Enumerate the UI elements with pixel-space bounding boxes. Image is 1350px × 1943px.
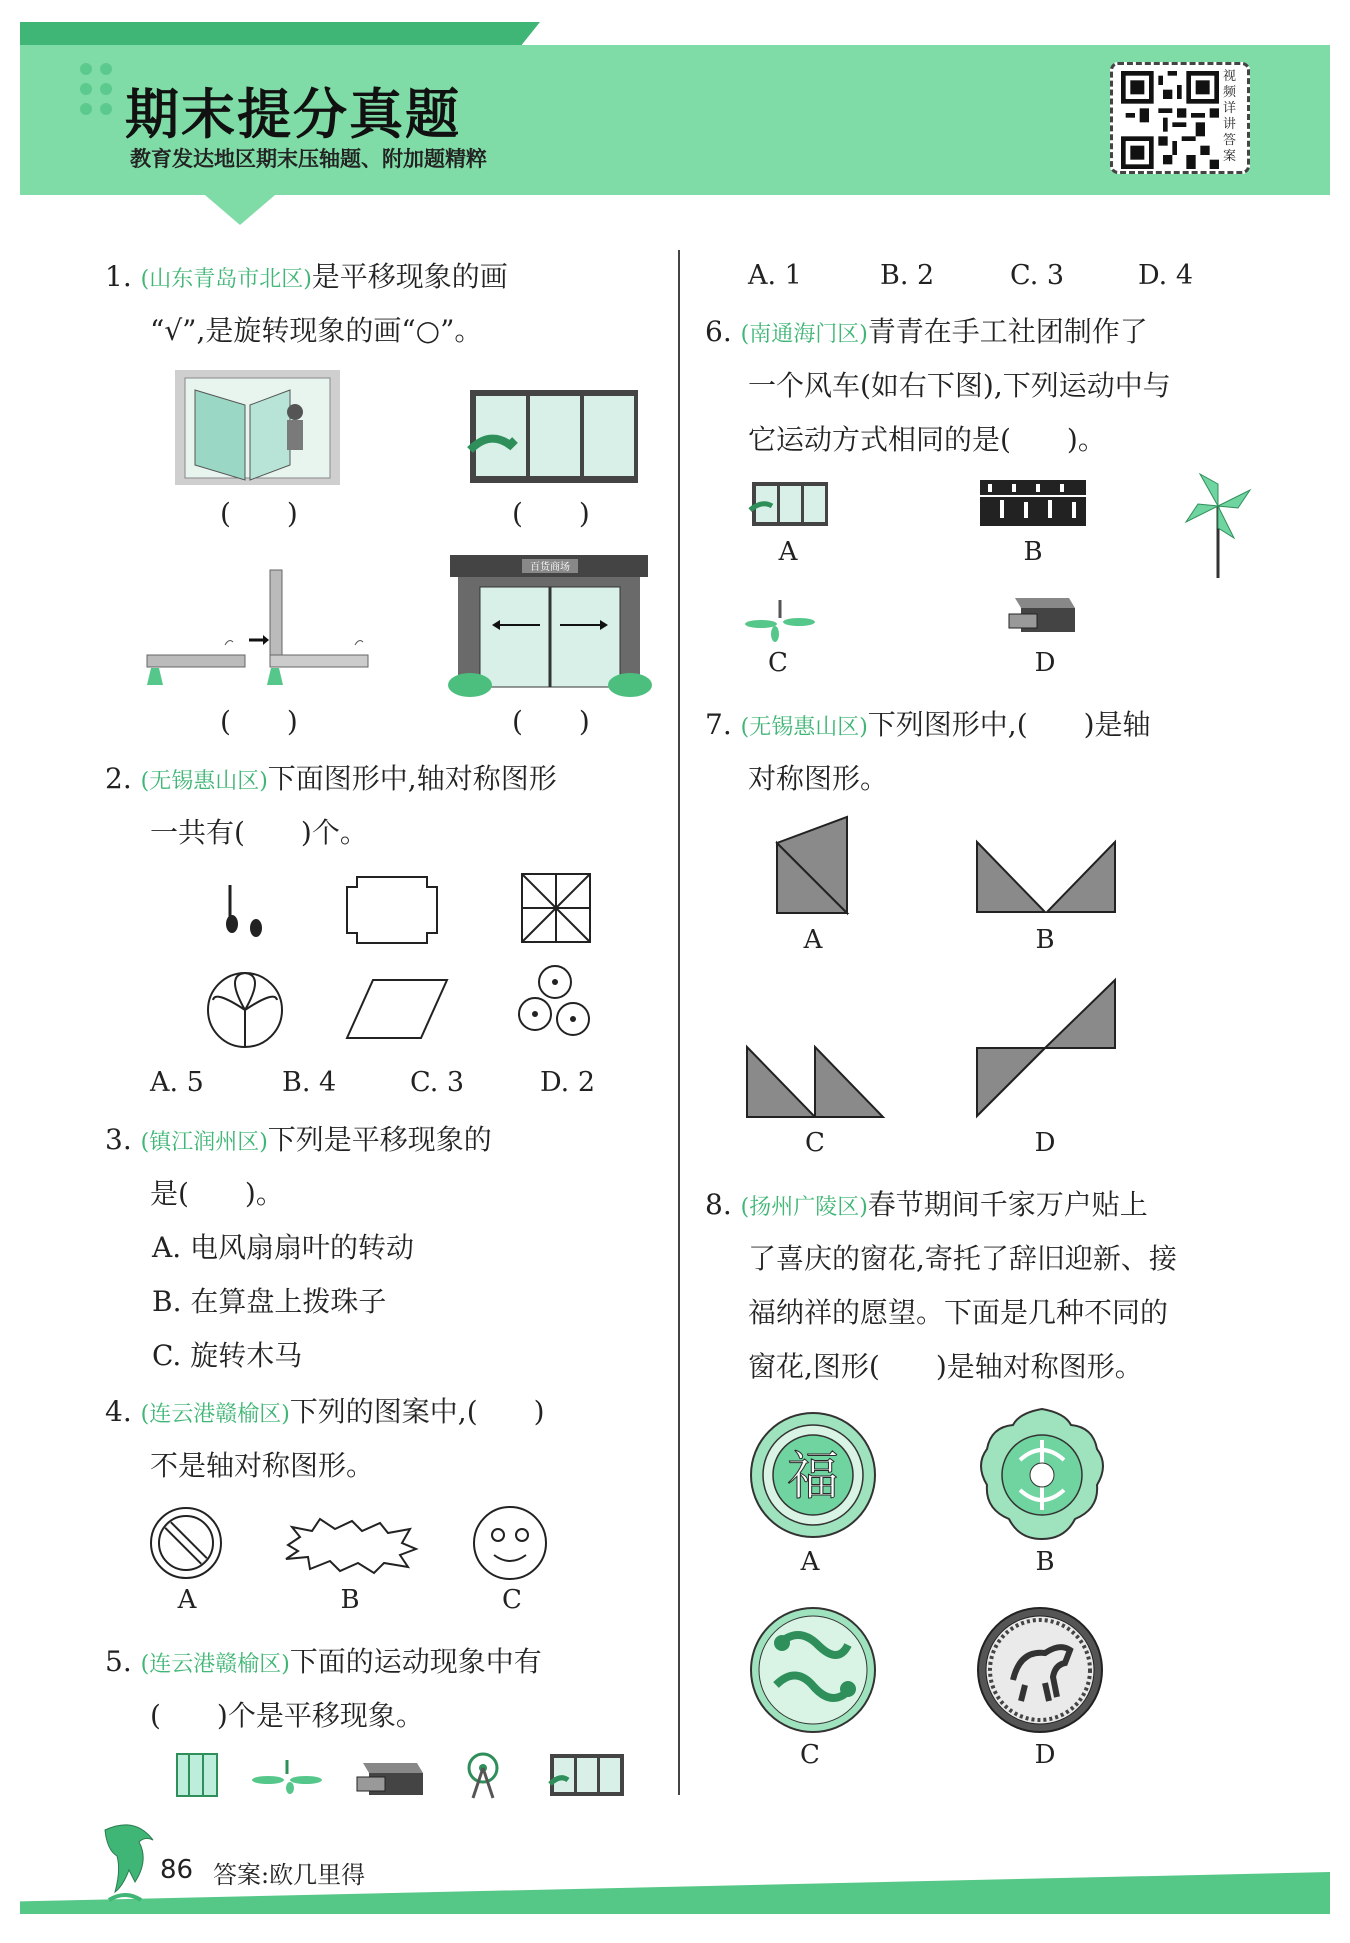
revolving-door-image — [175, 370, 340, 485]
q6-line3: 它运动方式相同的是( )。 — [748, 423, 1106, 456]
q8-line2: 了喜庆的窗花,寄托了辞旧迎新、接 — [748, 1242, 1177, 1275]
q7-label-c: C — [805, 1128, 825, 1158]
window-flower-a — [748, 1410, 878, 1540]
q2-option-b[interactable]: B. 4 — [282, 1067, 337, 1098]
three-petal-circle-shape — [205, 970, 285, 1050]
q8-label-d: D — [1034, 1740, 1056, 1770]
q6-label-c: C — [768, 648, 788, 678]
drawer-icon — [355, 1755, 425, 1800]
q6-line1: 6. (南通海门区)青青在手工社团制作了 — [705, 315, 1148, 348]
q5-option-d[interactable]: D. 4 — [1138, 260, 1194, 291]
store-sign-text: 百货商场 — [530, 562, 570, 573]
pinwheel-shape — [520, 872, 592, 944]
q5-option-b[interactable]: B. 2 — [880, 260, 935, 291]
parallelogram-shape — [345, 978, 450, 1040]
store-sliding-door-image — [450, 555, 650, 695]
q1-answer-c[interactable]: ( ) — [220, 705, 298, 738]
q4-line2: 不是轴对称图形。 — [150, 1449, 375, 1482]
q7-shape-d — [975, 978, 1117, 1120]
music-note-shape — [220, 880, 270, 940]
three-circles-shape — [515, 962, 595, 1042]
notched-rectangle-shape — [345, 875, 440, 945]
qr-code-icon[interactable] — [1121, 71, 1219, 169]
q5-option-a[interactable]: A. 1 — [748, 260, 802, 291]
smiley-face-shape — [470, 1503, 550, 1583]
page-title: 期末提分真题 — [125, 83, 461, 146]
q2-option-d[interactable]: D. 2 — [540, 1067, 596, 1098]
q8-line3: 福纳祥的愿望。下面是几种不同的 — [748, 1296, 1169, 1329]
fu-character: 福 — [786, 1447, 840, 1507]
window-flower-b — [975, 1405, 1110, 1545]
q7-shape-a — [775, 815, 855, 915]
q7-line1: 7. (无锡惠山区)下列图形中,( )是轴 — [705, 708, 1151, 741]
ferris-wheel-icon — [463, 1750, 503, 1800]
q6-label-d: D — [1034, 648, 1056, 678]
q2-line2: 一共有( )个。 — [150, 816, 368, 849]
abacus-icon — [978, 478, 1088, 528]
q1-answer-d[interactable]: ( ) — [512, 705, 590, 738]
q4-label-c: C — [502, 1585, 522, 1615]
no-sign-shape — [148, 1505, 224, 1581]
header-pointer — [205, 195, 275, 225]
q7-label-b: B — [1035, 925, 1055, 955]
q2-line1: 2. (无锡惠山区)下面图形中,轴对称图形 — [105, 762, 557, 795]
q4-line1: 4. (连云港赣榆区)下列的图案中,( ) — [105, 1395, 545, 1428]
window-flower-c — [748, 1605, 878, 1735]
q3-line2: 是( )。 — [150, 1177, 284, 1210]
q3-choice-b[interactable]: B. 在算盘上拨珠子 — [152, 1285, 387, 1318]
q3-line1: 3. (镇江润州区)下列是平移现象的 — [105, 1123, 492, 1156]
qr-label: 视频详讲答案 — [1223, 69, 1237, 164]
q3-choice-a[interactable]: A. 电风扇扇叶的转动 — [152, 1231, 415, 1264]
q1-answer-b[interactable]: ( ) — [512, 497, 590, 530]
page-subtitle: 教育发达地区期末压轴题、附加题精粹 — [130, 147, 487, 171]
q2-option-a[interactable]: A. 5 — [150, 1067, 204, 1098]
drawer-icon-2 — [1005, 592, 1077, 640]
sliding-window-image — [470, 390, 640, 485]
q2-option-c[interactable]: C. 3 — [410, 1067, 465, 1098]
q6-label-b: B — [1023, 537, 1043, 567]
q8-line4: 窗花,图形( )是轴对称图形。 — [748, 1350, 1143, 1383]
q5-line2: ( )个是平移现象。 — [150, 1699, 424, 1732]
q1-answer-a[interactable]: ( ) — [220, 497, 298, 530]
q4-label-a: A — [177, 1585, 197, 1615]
window-icon — [750, 480, 830, 528]
q7-label-d: D — [1034, 1128, 1056, 1158]
q7-line2: 对称图形。 — [748, 762, 889, 795]
q8-label-b: B — [1035, 1547, 1055, 1577]
q1-line2: “√”,是旋转现象的画“○”。 — [150, 314, 483, 347]
window-sliding-icon — [548, 1752, 626, 1798]
answer-hint: 答案:欧几里得 — [213, 1861, 366, 1889]
qr-code-box[interactable] — [1110, 62, 1250, 174]
sliding-window-icon — [175, 1752, 219, 1798]
q8-line1: 8. (扬州广陵区)春节期间千家万户贴上 — [705, 1188, 1148, 1221]
q1-line1: 1. (山东青岛市北区)是平移现象的画 — [105, 260, 508, 293]
rotating-barrier-image — [145, 560, 375, 685]
q5-line1: 5. (连云港赣榆区)下面的运动现象中有 — [105, 1645, 542, 1678]
column-divider — [678, 250, 680, 1795]
dolphin-icon — [95, 1820, 160, 1905]
q4-label-b: B — [340, 1585, 360, 1615]
q6-label-a: A — [778, 537, 798, 567]
q8-label-c: C — [800, 1740, 820, 1770]
pinwheel-icon — [1180, 470, 1250, 580]
q5-option-c[interactable]: C. 3 — [1010, 260, 1065, 291]
q7-shape-b — [975, 840, 1117, 915]
q6-line2: 一个风车(如右下图),下列运动中与 — [748, 369, 1171, 402]
ceiling-fan-icon — [252, 1760, 322, 1794]
page-number: 86 — [160, 1855, 194, 1885]
q7-label-a: A — [803, 925, 823, 955]
q7-shape-c — [745, 1045, 887, 1120]
q3-choice-c[interactable]: C. 旋转木马 — [152, 1339, 303, 1372]
ceiling-fan-icon-2 — [745, 600, 815, 645]
burst-shape — [280, 1515, 420, 1575]
q8-label-a: A — [800, 1547, 820, 1577]
window-flower-d — [975, 1605, 1105, 1735]
